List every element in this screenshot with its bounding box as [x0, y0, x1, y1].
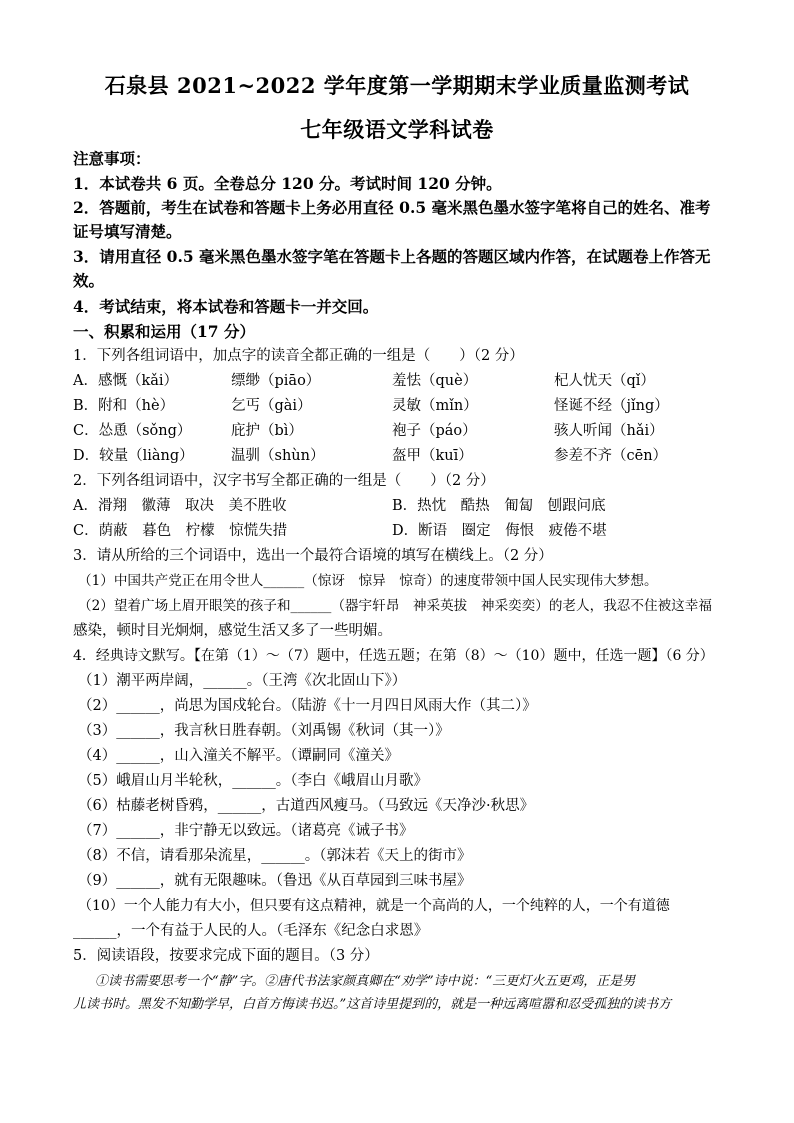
q5-passage: [73, 970, 725, 1016]
q1-d-3: 盔甲（kuī）: [392, 448, 473, 464]
q2-option-c: C．荫蔽 暮色 柠檬 惊慌失措: [73, 523, 288, 539]
q1-b-3: 灵敏（mǐn）: [392, 398, 478, 414]
q1-a-1: A．感慨（kǎi）: [73, 373, 179, 389]
q4-item-8: （8）不信，请看那朵流星，______。（郭沫若《天上的街市》: [78, 848, 472, 864]
note-2-line-2: 证号填写清楚。: [73, 222, 182, 241]
q4-item-10-line-1: （10）一个人能力有大小，但只要有这点精神，就是一个高尚的人，一个纯粹的人，一个有道德: [78, 898, 670, 914]
q1-d-2: 温驯（shùn）: [231, 448, 325, 464]
q4-item-6: （6）枯藤老树昏鸦，______，古道西风瘦马。（马致远《天净沙·秋思》: [78, 798, 535, 814]
q4-item-2: （2）______，尚思为国戍轮台。（陆游《十一月四日风雨大作（其二）》: [78, 698, 537, 714]
q1-c-1: C．怂恿（sǒng）: [73, 423, 192, 439]
q1-a-2: 缥缈（piāo）: [231, 373, 321, 389]
note-1: 1．本试卷共 6 页。全卷总分 120 分。考试时间 120 分钟。: [73, 174, 502, 193]
notes-heading: 注意事项：: [73, 149, 151, 168]
q4-item-9: （9）______，就有无限趣味。（鲁迅《从百草园到三味书屋》: [78, 873, 472, 889]
q5-passage-line-1: ①读书需要思考一个“静”字。②唐代书法家颜真卿在“劝学”诗中说：“三更灯火五更鸡，正是男: [95, 974, 636, 989]
q4-item-10-line-2: ______，一个有益于人民的人。（毛泽东《纪念白求恩》: [73, 923, 429, 939]
section-1-heading: 一、积累和运用（17 分）: [73, 322, 255, 341]
q3-stem: 3．请从所给的三个词语中，选出一个最符合语境的填写在横线上。（2 分）: [73, 548, 553, 564]
note-3-line-2: 效。: [73, 271, 105, 290]
q1-c-2: 庇护（bì）: [231, 423, 303, 439]
q1-a-3: 羞怯（què）: [392, 373, 478, 389]
note-3-line-1: 3．请用直径 0.5 毫米黑色墨水签字笔在答题卡上各题的答题区域内作答，在试题卷上作答无: [73, 247, 711, 266]
note-4: 4．考试结束，将本试卷和答题卡一并交回。: [73, 297, 379, 316]
q4-stem: 4．经典诗文默写。【在第（1）～（7）题中，任选五题；在第（8）～（10）题中，任选一题】（6 分）: [73, 648, 714, 664]
q5-stem: 5．阅读语段，按要求完成下面的题目。（3 分）: [73, 948, 379, 964]
q4-item-7: （7）______，非宁静无以致远。（诸葛亮《诫子书》: [78, 823, 414, 839]
q4-item-3: （3）______，我言秋日胜春朝。（刘禹锡《秋词（其一）》: [78, 723, 450, 739]
q1-c-3: 袍子（páo）: [392, 423, 477, 439]
q2-stem: 2．下列各组词语中，汉字书写全都正确的一组是（ ）（2 分）: [73, 473, 495, 489]
q1-b-4: 怪诞不经（jǐng）: [554, 398, 669, 414]
exam-subtitle: 七年级语文学科试卷: [300, 117, 494, 142]
q2-option-a: A．滑翔 徽薄 取决 美不胜收: [73, 498, 287, 514]
q4-item-5: （5）峨眉山月半轮秋，______。（李白《峨眉山月歌》: [78, 773, 428, 789]
q3-sentence-1: （1）中国共产党正在用令世人______（惊讶 惊异 惊奇）的速度带领中国人民实现伟大梦想。: [78, 573, 658, 589]
q2-option-d: D．断语 圈定 侮恨 疲倦不堪: [392, 523, 607, 539]
note-2-line-1: 2．答题前，考生在试卷和答题卡上务必用直径 0.5 毫米黑色墨水签字笔将自己的姓名、准考: [73, 198, 711, 217]
q4-item-4: （4）______，山入潼关不解平。（谭嗣同《潼关》: [78, 748, 399, 764]
q3-sentence-2-line-1: （2）望着广场上眉开眼笑的孩子和______（器宇轩昂 神采英拔 神采奕奕）的老人，我忍不住被这幸福: [78, 598, 712, 614]
q1-b-2: 乞丐（gài）: [231, 398, 312, 414]
q2-option-b: B．热忱 酷热 匍匐 刨跟问底: [392, 498, 606, 514]
q1-a-4: 杞人忧天（qǐ）: [554, 373, 655, 389]
q1-d-1: D．较量（liàng）: [73, 448, 194, 464]
q1-c-4: 骇人听闻（hǎi）: [554, 423, 664, 439]
q1-b-1: B．附和（hè）: [73, 398, 175, 414]
q5-passage-line-2: 儿读书时。黑发不知勤学早，白首方悔读书迟。”这首诗里提到的，就是一种远离喧嚣和忍受孤独的读书方: [73, 997, 672, 1012]
q1-d-4: 参差不齐（cēn）: [554, 448, 668, 464]
q1-stem: 1．下列各组词语中，加点字的读音全都正确的一组是（ ）（2 分）: [73, 348, 524, 364]
q4-item-1: （1）潮平两岸阔，______。（王湾《次北固山下》）: [78, 673, 407, 689]
q3-sentence-2-line-2: 感染，顿时目光炯炯，感觉生活又多了一些明媚。: [73, 623, 392, 639]
exam-title: 石泉县 2021~2022 学年度第一学期期末学业质量监测考试: [104, 73, 690, 98]
